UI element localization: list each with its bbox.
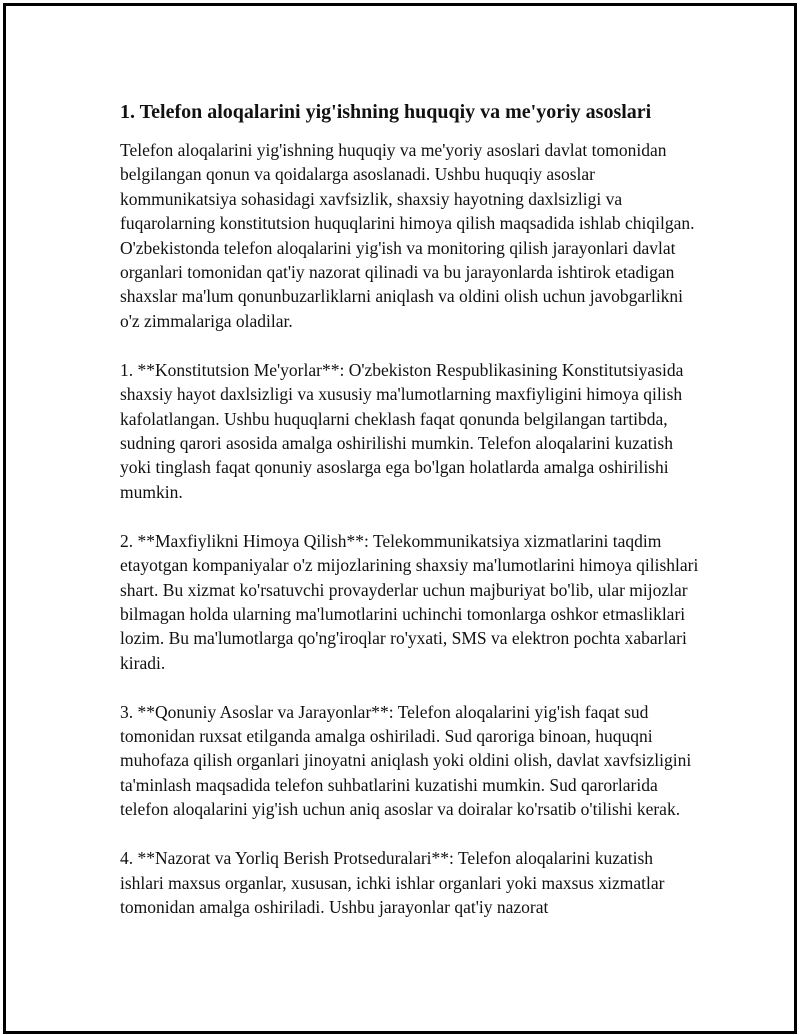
paragraph-constitutional-norms: 1. **Konstitutsion Me'yorlar**: O'zbekiston Respublikasining Konstitutsiyasida shaxsiy hayot daxlsizligi va xususiy ma'lumotlarning maxfiyligini himoya qilish kafolatlangan. Ushbu huquqlarni cheklash faqat qonunda belgilangan tartibda, sudning qarori asosida amalga oshirilishi mumkin. Telefon aloqalarini kuzatish yoki tinglash faqat qonuniy asoslarga ega bo'lgan holatlarda amalga oshirilishi mumkin.	[120, 359, 684, 502]
paragraph-legal-grounds: 3. **Qonuniy Asoslar va Jarayonlar**: Telefon aloqalarini yig'ish faqat sud tomonidan ruxsat etilganda amalga oshiriladi. Sud qaroriga binoan, huquqni muhofaza qilish organlari jinoyatni aniqlash yoki oldini olish, davlat xavfsizligini ta'minlash maqsadida telefon suhbatlarini kuzatishi mumkin. Sud qarorlarida telefon aloqalarini yig'ish uchun aniq asoslar va doiralar ko'rsatib o'tilishi kerak.	[120, 701, 692, 820]
page-frame	[3, 3, 797, 1034]
intro-paragraph: Telefon aloqalarini yig'ishning huquqiy va me'yoriy asoslari davlat tomonidan belgilangan qonun va qoidalarga asoslanadi. Ushbu huquqiy asoslar kommunikatsiya sohasidagi xavfsizlik, shaxsiy hayotning daxlsizligi va fuqarolarning konstitutsion huquqlarini himoya qilish maqsadida ishlab chiqilgan. O'zbekistonda telefon aloqalarini yig'ish va monitoring qilish jarayonlari davlat organlari tomonidan qat'iy nazorat qilinadi va bu jarayonlarda ishtirok etadigan shaxslar ma'lum qonunbuzarliklarni aniqlash va oldini olish uchun javobgarlikni o'z zimmalariga oladilar.	[120, 140, 695, 331]
paragraph-privacy-protection: 2. **Maxfiylikni Himoya Qilish**: Telekommunikatsiya xizmatlarini taqdim etayotgan kompaniyalar o'z mijozlarining shaxsiy ma'lumotlarini himoya qilishlari shart. Bu xizmat ko'rsatuvchi provayderlar uchun majburiyat bo'lib, ular mijozlar bilmagan holda ularning ma'lumotlarini uchinchi tomonlarga oshkor etmasliklari lozim. Bu ma'lumotlarga qo'ng'iroqlar ro'yxati, SMS va elektron pochta xabarlari kiradi.	[120, 530, 699, 673]
document-body	[120, 98, 700, 944]
section-heading: 1. Telefon aloqalarini yig'ishning huquqiy va me'yoriy asoslari	[120, 101, 652, 123]
paragraph-oversight-procedures: 4. **Nazorat va Yorliq Berish Protseduralari**: Telefon aloqalarini kuzatish ishlari maxsus organlar, xususan, ichki ishlar organlari yoki maxsus xizmatlar tomonidan amalga oshiriladi. Ushbu jarayonlar qat'iy nazorat	[120, 848, 665, 917]
